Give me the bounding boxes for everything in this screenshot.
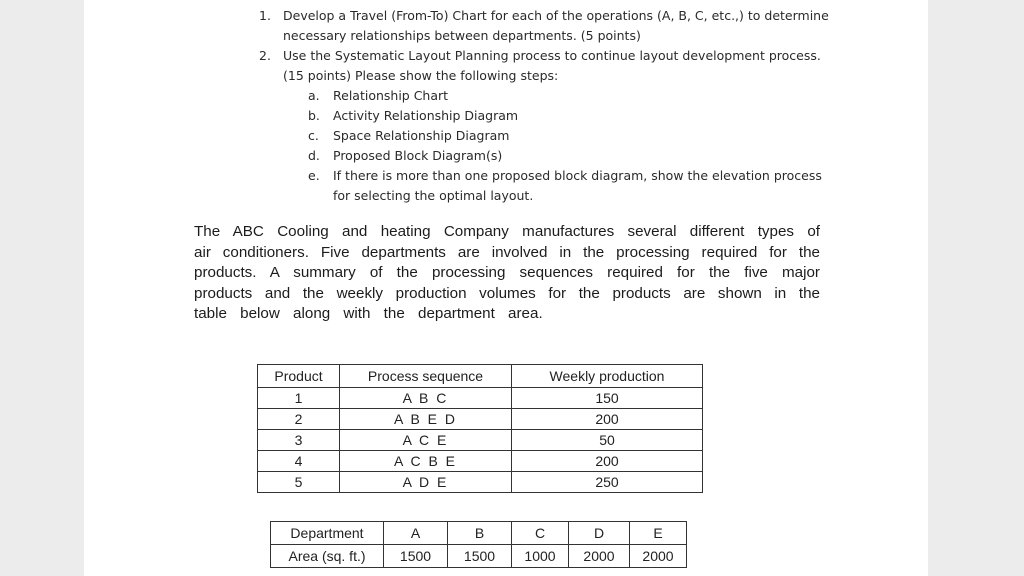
column-header: Process sequence <box>340 365 512 388</box>
table-row <box>258 451 703 472</box>
table-row <box>258 388 703 409</box>
sequence-cell: A C B E <box>340 451 512 472</box>
step-text: Relationship Chart <box>333 88 449 103</box>
production-cell: 200 <box>512 451 703 472</box>
production-cell: 200 <box>512 409 703 430</box>
sequence-cell: A B C <box>340 388 512 409</box>
step-text: Proposed Block Diagram(s) <box>333 148 503 163</box>
instruction-text: (15 points) Please show the following steps: <box>283 68 559 83</box>
product-cell: 4 <box>258 451 340 472</box>
products-table <box>257 364 703 493</box>
step-letter: c. <box>308 128 319 143</box>
step-text: If there is more than one proposed block diagram, show the elevation process <box>333 168 822 183</box>
document-page <box>84 0 928 576</box>
production-cell: 150 <box>512 388 703 409</box>
step-text: Space Relationship Diagram <box>333 128 510 143</box>
paragraph-line: products and the weekly production volumes for the products are shown in the <box>194 284 820 302</box>
paragraph-line: The ABC Cooling and heating Company manufactures several different types of <box>194 223 820 240</box>
paragraph-line: products. A summary of the processing sequences required for the five major <box>194 264 820 282</box>
instruction-number: 1. <box>259 8 271 23</box>
step-letter: d. <box>308 148 320 163</box>
department-row <box>271 522 687 545</box>
product-cell: 3 <box>258 430 340 451</box>
production-cell: 250 <box>512 472 703 493</box>
area-cell: 1500 <box>384 545 448 568</box>
paragraph-line: table below along with the department area. <box>194 305 543 323</box>
instruction-number: 2. <box>259 48 271 63</box>
department-cell: B <box>448 522 512 545</box>
product-cell: 2 <box>258 409 340 430</box>
department-label: Department <box>271 522 384 545</box>
area-cell: 1500 <box>448 545 512 568</box>
step-letter: a. <box>308 88 320 103</box>
area-cell: 2000 <box>569 545 630 568</box>
department-cell: E <box>630 522 687 545</box>
table-row <box>258 409 703 430</box>
department-cell: C <box>512 522 569 545</box>
product-cell: 1 <box>258 388 340 409</box>
sequence-cell: A D E <box>340 472 512 493</box>
table-row <box>258 430 703 451</box>
area-cell: 2000 <box>630 545 687 568</box>
sequence-cell: A C E <box>340 430 512 451</box>
column-header: Weekly production <box>512 365 703 388</box>
column-header: Product <box>258 365 340 388</box>
sequence-cell: A B E D <box>340 409 512 430</box>
step-letter: e. <box>308 168 320 183</box>
area-label: Area (sq. ft.) <box>271 545 384 568</box>
instruction-text: Use the Systematic Layout Planning process to continue layout development process. <box>283 48 821 63</box>
step-text: Activity Relationship Diagram <box>333 108 519 123</box>
product-cell: 5 <box>258 472 340 493</box>
step-letter: b. <box>308 108 320 123</box>
problem-paragraph <box>194 222 820 325</box>
table-header-row <box>258 365 703 388</box>
area-cell: 1000 <box>512 545 569 568</box>
instruction-text: necessary relationships between departments. (5 points) <box>283 28 641 43</box>
department-cell: D <box>569 522 630 545</box>
area-row <box>271 545 687 568</box>
department-area-table <box>270 521 687 568</box>
instruction-text: Develop a Travel (From-To) Chart for each of the operations (A, B, C, etc.,) to determine <box>283 8 829 23</box>
paragraph-line: air conditioners. Five departments are involved in the processing required for the <box>194 243 820 261</box>
production-cell: 50 <box>512 430 703 451</box>
department-cell: A <box>384 522 448 545</box>
table-row <box>258 472 703 493</box>
step-text: for selecting the optimal layout. <box>333 188 534 203</box>
